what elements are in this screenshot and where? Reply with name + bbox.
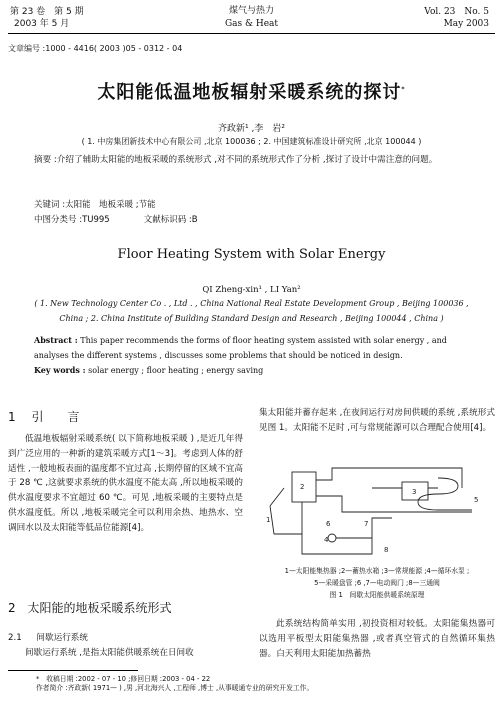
- affiliations-en-line2: China ; 2. China Institute of Building Standard Design and Research , Beijing 100044 , China ): [59, 314, 444, 323]
- authors-cn: 齐政新¹ ,李 岩²: [218, 124, 285, 134]
- figure-label-1: 1: [266, 516, 271, 524]
- right-column-body: 此系统结构简单实用 ,初投资相对较低。太阳能集热器可以选用平板型太阳能集热器 ,或者真空管式的自然循环集热器。白天利用太阳能加热蓄热: [259, 619, 495, 659]
- volume-issue-en: Vol. 23 No. 5: [424, 7, 489, 17]
- affiliations-en-line1: ( 1. New Technology Center Co . , Ltd . , China National Real Estate Development Group , Beijing 100036 ,: [34, 299, 469, 308]
- section-1-heading: [8, 408, 79, 425]
- abstract-cn: [34, 153, 468, 168]
- section-2-1-heading: [8, 631, 88, 643]
- figure-legend-line2: 5—采暖盘管 ;6 ,7—电动阀门 ;8—三通阀: [314, 579, 440, 587]
- figure-label-7: 7: [364, 520, 369, 528]
- figure-label-4: 4: [324, 536, 329, 544]
- abstract-en-text: This paper recommends the forms of floor heating system assisted with solar energy , and analyses the different systems , discusses some problems that should be noticed in design.: [34, 336, 447, 360]
- keywords-en-label: Key words :: [34, 365, 86, 375]
- section-2-heading: [8, 599, 171, 616]
- figure-label-2: 2: [300, 483, 305, 491]
- footnote-star: *: [36, 675, 40, 683]
- section-2-1-body: 间歇运行系统 ,是指太阳能供暖系统在日间收: [25, 648, 194, 658]
- issue-date-en: May 2003: [443, 19, 489, 29]
- right-column-intro: 集太阳能并蓄存起来 ,在夜间运行对房间供暖的系统 ,系统形式见图 1。太阳能不足时 ,可与常规能源可以合理配合使用[4]。: [259, 408, 495, 433]
- section-1-number: 1: [8, 410, 16, 424]
- section-2-title: 太阳能的地板采暖系统形式: [27, 601, 172, 615]
- figure-1-diagram: [262, 458, 494, 564]
- section-2-number: 2: [8, 601, 16, 615]
- article-id: 文章编号 :1000 - 4416( 2003 )05 - 0312 - 04: [8, 44, 183, 53]
- title-footnote-mark: *: [401, 86, 406, 93]
- heating-coil: [418, 478, 472, 510]
- figure-label-8: 8: [384, 546, 389, 554]
- abstract-en: [34, 333, 468, 363]
- paper-title-cn: [0, 78, 503, 104]
- volume-issue: 第 23 卷 第 5 期: [10, 7, 84, 17]
- abstract-en-label: Abstract :: [34, 335, 78, 345]
- journal-name-cn: 煤气与热力: [228, 6, 274, 16]
- authors-en: QI Zheng-xin¹ , LI Yan²: [202, 285, 301, 295]
- figure-label-3: 3: [412, 488, 417, 496]
- footnote-line-1: [36, 675, 313, 684]
- title-text: 太阳能低温地板辐射采暖系统的探讨: [97, 82, 402, 103]
- figure-legend-line1: 1—太阳能集热器 ;2—蓄热水箱 ;3—常规能源 ;4—循环水泵 ;: [284, 567, 470, 575]
- figure-label-5: 5: [474, 496, 479, 504]
- footnote-rule: [8, 670, 138, 671]
- header-rule: [8, 33, 495, 34]
- received-date: 收稿日期 :2002 - 07 - 10 ;修回日期 :2003 - 04 - 22: [46, 675, 211, 683]
- circulation-pump: [328, 534, 336, 542]
- keywords-cn: 关键词 :太阳能 地板采暖 ;节能: [34, 200, 156, 210]
- paper-title-en: Floor Heating System with Solar Energy: [117, 247, 386, 262]
- figure-label-6: 6: [326, 520, 331, 528]
- footnote: [36, 675, 313, 693]
- abstract-cn-label: 摘要 :: [34, 155, 57, 165]
- issue-date: 2003 年 5 月: [14, 19, 70, 29]
- section-1-title: 引 言: [31, 410, 80, 424]
- keywords-en: [34, 363, 263, 378]
- figure-caption: 图 1 间歇太阳能供暖系统原理: [329, 591, 425, 599]
- abstract-cn-text: 介绍了辅助太阳能的地板采暖的系统形式 ,对不同的系统形式作了分析 ,探讨了设计中需注意的问题。: [56, 155, 438, 165]
- section-2-1-title: 间歇运行系统: [36, 633, 88, 643]
- author-bio: 作者简介 :齐政新( 1971— ) ,男 ,河北海兴人 ,工程师 ,博士 ,从事暖通专业的研究开发工作。: [36, 684, 314, 692]
- clc-number: 中图分类号 :TU995 文献标识码 :B: [34, 215, 198, 225]
- journal-name-en: Gas & Heat: [224, 19, 279, 29]
- section-2-1-number: 2.1: [8, 633, 22, 643]
- affiliations-cn: ( 1. 中房集团新技术中心有限公司 ,北京 100036 ; 2. 中国建筑标准设计研究所 ,北京 100044 ): [81, 137, 422, 146]
- keywords-en-text: solar energy ; floor heating ; energy saving: [88, 366, 264, 375]
- solar-collector: [270, 488, 284, 534]
- section-1-body: 低温地板辐射采暖系统( 以下简称地板采暖 ) ,是近几年得到广泛应用的一种新的建筑采暖方式[1～3]。考虑到人体的舒适性 ,一般地板表面的温度都不宜过高 ,长期停留的区域不宜高于 28 ℃ ,这就要求系统的供水温度不能太高 ,所以地板采暖的供水温度要求不宜超过 60 ℃。可见 ,地板采暖的主要特点是供水温度低。所以 ,地板采暖完全可以利用余热、地热水、空调回水以及太阳能等低品位能源[4]。: [8, 434, 243, 533]
